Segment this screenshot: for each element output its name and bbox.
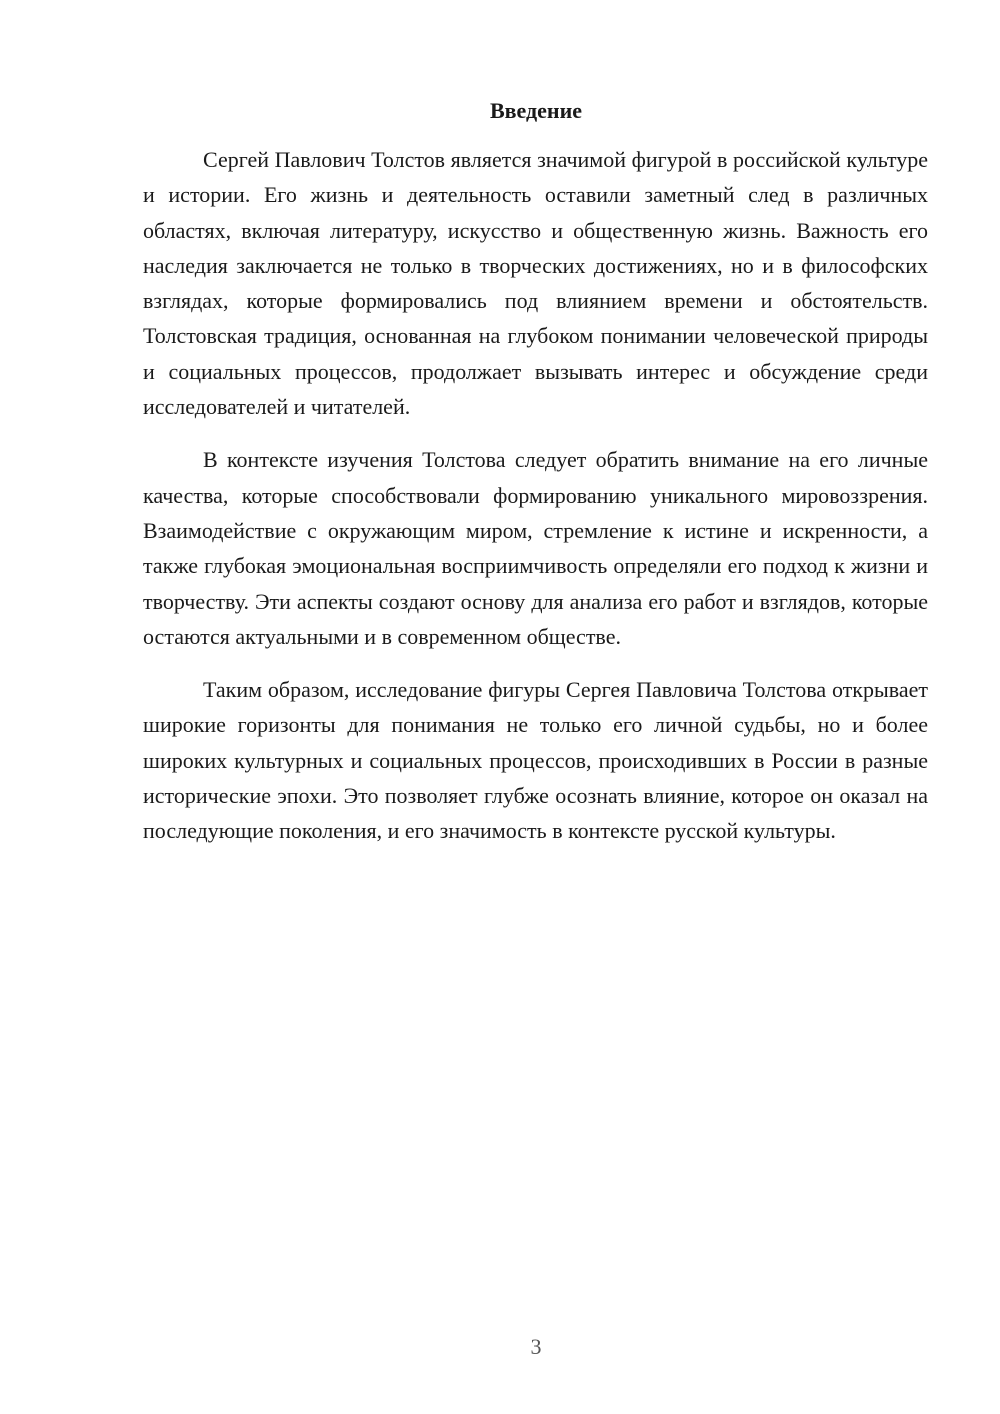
page-number: 3: [530, 1334, 542, 1359]
body-text: [143, 142, 928, 867]
paragraph-3: Таким образом, исследование фигуры Сергея Павловича Толстова открывает широкие горизонты для понимания не только его личной судьбы, но и более широких культурных и социальных процессов, происходивших в России в разные исторические эпохи. Это позволяет глубже осознать влияние, которое он оказал на последующие поколения, и его значимость в контексте русской культуры.: [143, 677, 928, 844]
paragraph-1: Сергей Павлович Толстов является значимой фигурой в российской культуре и истории. Его жизнь и деятельность оставили заметный след в различных областях, включая литературу, искусство и общественную жизнь. Важность его наследия заключается не только в творческих достижениях, но и в философских взглядах, которые формировались под влиянием времени и обстоятельств. Толстовская традиция, основанная на глубоком понимании человеческой природы и социальных процессов, продолжает вызывать интерес и обсуждение среди исследователей и читателей.: [143, 147, 928, 420]
section-heading: Введение: [489, 98, 583, 123]
paragraph-2: В контексте изучения Толстова следует обратить внимание на его личные качества, которые способствовали формированию уникального мировоззрения. Взаимодействие с окружающим миром, стремление к истине и искренности, а также глубокая эмоциональная восприимчивость определяли его подход к жизни и творчеству. Эти аспекты создают основу для анализа его работ и взглядов, которые остаются актуальными и в современном обществе.: [143, 447, 928, 649]
